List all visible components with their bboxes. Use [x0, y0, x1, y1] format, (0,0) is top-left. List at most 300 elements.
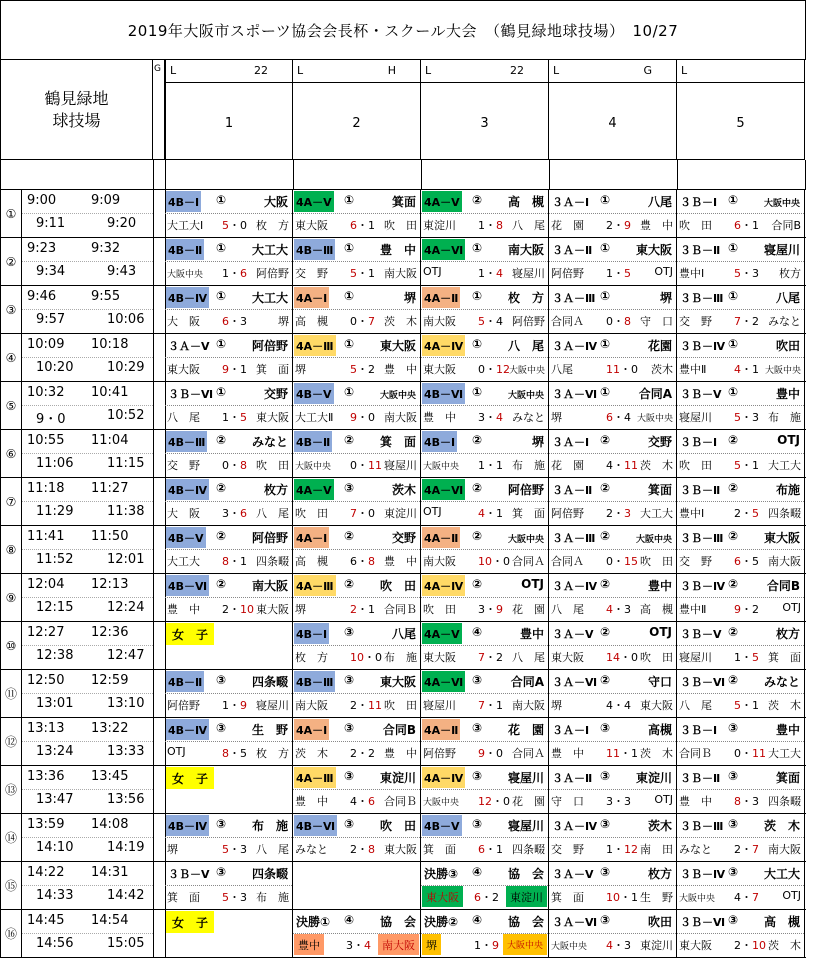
match-score: 1・8	[478, 219, 503, 232]
match-cell	[677, 430, 805, 477]
referee-team: 布施	[775, 483, 800, 497]
group-code: 4A－Ⅱ	[422, 287, 460, 308]
match-number: ④	[472, 865, 483, 879]
slot-row	[0, 526, 806, 574]
match-cell	[677, 814, 805, 861]
referee-team: 堺	[531, 435, 544, 449]
match-score: 1・5	[222, 411, 247, 424]
court-number: 4	[608, 116, 617, 131]
match-cell	[165, 574, 293, 621]
match-score: 2・2	[350, 747, 375, 760]
team-b: みなと	[512, 411, 545, 424]
match-score: 5・3	[222, 891, 247, 904]
match-cell	[549, 814, 677, 861]
match-cell	[293, 286, 421, 333]
team-a: 枚 方	[295, 651, 328, 664]
team-b: 布 施	[384, 651, 417, 664]
referee-team: 豊中	[775, 387, 800, 401]
slot-index: ⑪	[0, 670, 22, 717]
slot-row	[0, 430, 806, 478]
team-b: 合同Ｂ	[384, 795, 417, 808]
group-code: 4A－Ⅰ	[294, 719, 329, 740]
group-code: ３Ａ－Ⅱ	[552, 771, 593, 785]
team-b: 大阪中央	[508, 366, 545, 376]
match-cell	[677, 334, 805, 381]
match-number: ②	[472, 193, 483, 207]
end-time-a: 14:33	[36, 888, 74, 903]
match-number: ②	[344, 529, 355, 543]
referee-team: 布 施	[251, 819, 288, 833]
slot-index: ⑯	[0, 910, 22, 957]
match-cell	[293, 766, 421, 813]
group-code: ３Ｂ－Ⅲ	[680, 531, 724, 545]
referee-team: 生 野	[251, 723, 288, 737]
end-time-b: 13:56	[107, 792, 145, 807]
group-code: ３Ｂ－Ⅲ	[680, 291, 724, 305]
match-cell	[293, 382, 421, 429]
team-b: 東淀川	[384, 507, 417, 520]
referee-team: 大工大	[763, 867, 800, 881]
referee-team: 南大阪	[507, 243, 544, 257]
match-cell	[421, 478, 549, 525]
team-b: 生 野	[640, 891, 673, 904]
match-cell	[421, 526, 549, 573]
team-b: OTJ	[782, 889, 801, 902]
team-b: 八 尾	[256, 843, 289, 856]
team-a: 高 槻	[295, 555, 328, 568]
referee-team: 協 会	[379, 915, 416, 929]
final-team-a: 堺	[422, 934, 441, 955]
group-code: ３Ａ－Ⅲ	[552, 531, 596, 545]
start-time-b: 9:55	[91, 289, 121, 304]
referee-team: 茨木	[391, 483, 416, 497]
team-b: 茨 木	[768, 939, 801, 952]
team-a: 大工大	[167, 555, 200, 568]
match-score: 14・0	[606, 651, 638, 664]
referee-team: 守口	[647, 675, 672, 689]
end-time-a: 14:10	[36, 840, 74, 855]
match-score: 6・1	[478, 843, 503, 856]
match-number: ①	[216, 289, 227, 303]
match-score: 7・0	[350, 507, 375, 520]
match-cell	[677, 718, 805, 765]
referee-team: 阿倍野	[507, 483, 544, 497]
group-code: ３Ｂ－Ⅳ	[680, 339, 726, 353]
match-score: 0・15	[606, 555, 638, 568]
match-number: ②	[600, 577, 611, 591]
group-code: ３Ａ－Ⅰ	[552, 435, 590, 449]
team-b: 箕 面	[512, 507, 545, 520]
match-score: 1・9	[474, 939, 499, 952]
match-score: 9・0	[350, 411, 375, 424]
match-number: ③	[600, 913, 611, 927]
referee-team: OTJ	[777, 433, 800, 447]
match-score: 5・1	[734, 459, 759, 472]
match-score: 8・3	[734, 795, 759, 808]
group-code: 4A－Ⅰ	[294, 287, 329, 308]
match-cell	[293, 814, 421, 861]
group-code: 4A－Ⅴ	[422, 191, 462, 212]
gl-label: G	[154, 64, 161, 74]
match-number: ①	[728, 289, 739, 303]
match-number: ③	[728, 865, 739, 879]
end-time-b: 12:24	[107, 600, 145, 615]
match-cell	[421, 574, 549, 621]
group-code: 4B－Ⅵ	[294, 815, 337, 836]
match-number: ②	[728, 433, 739, 447]
team-a: 寝屋川	[679, 411, 712, 424]
match-cell	[677, 574, 805, 621]
slot-row	[0, 622, 806, 670]
slot-row	[0, 382, 806, 430]
start-time-b: 11:04	[91, 433, 129, 448]
slot-row	[0, 574, 806, 622]
start-time-b: 14:54	[91, 913, 129, 928]
match-number: ②	[728, 673, 739, 687]
match-number: ③	[728, 913, 739, 927]
match-cell	[677, 478, 805, 525]
end-time-a: 13:01	[36, 696, 74, 711]
group-code: ３Ａ－Ⅴ	[168, 339, 210, 353]
group-code: ３Ａ－Ⅱ	[552, 243, 593, 257]
team-b: 豊 中	[384, 363, 417, 376]
group-code: ３Ｂ－Ⅰ	[680, 435, 718, 449]
court-header-3	[421, 60, 549, 160]
match-number: ①	[472, 289, 483, 303]
court-header-2	[293, 60, 421, 160]
slot-row	[0, 478, 806, 526]
match-cell	[549, 238, 677, 285]
group-code: ３Ａ－Ⅲ	[552, 291, 596, 305]
team-a: 堺	[551, 699, 562, 712]
match-cell	[165, 814, 293, 861]
team-a: 大工大Ⅰ	[167, 219, 204, 232]
team-a: 交 野	[295, 267, 328, 280]
team-b: 阿倍野	[512, 315, 545, 328]
spacer-row	[0, 160, 806, 190]
start-time-b: 10:41	[91, 385, 129, 400]
match-cell	[165, 382, 293, 429]
match-score: 3・4	[478, 411, 503, 424]
match-cell	[293, 862, 421, 909]
end-time-a: 9・0	[36, 412, 66, 427]
team-a: 堺	[551, 411, 562, 424]
team-b: 四条畷	[512, 843, 545, 856]
end-time-a: 9:11	[36, 216, 66, 231]
match-number: ②	[472, 433, 483, 447]
match-cell	[549, 526, 677, 573]
team-a: 豊中Ⅰ	[679, 507, 705, 520]
referee-team: 四条畷	[251, 867, 288, 881]
team-a: 阿倍野	[167, 699, 200, 712]
referee-team: 箕面	[775, 771, 800, 785]
match-number: ③	[600, 817, 611, 831]
final-label: 決勝③	[424, 867, 459, 881]
start-time-b: 13:22	[91, 721, 129, 736]
team-a: 吹 田	[295, 507, 328, 520]
match-cell	[421, 190, 549, 237]
team-b: 寝屋川	[512, 267, 545, 280]
match-score: 1・5	[734, 651, 759, 664]
slot-row	[0, 862, 806, 910]
slot-row	[0, 286, 806, 334]
slot-index: ①	[0, 190, 22, 237]
match-score: 5・1	[350, 267, 375, 280]
referee-team: 寝屋川	[763, 243, 800, 257]
slot-index: ⑨	[0, 574, 22, 621]
team-b: 八 尾	[512, 651, 545, 664]
final-label: 決勝②	[424, 915, 459, 929]
girls-tag: 女 子	[166, 911, 214, 933]
match-score: 0・8	[606, 315, 631, 328]
team-a: 豊中Ⅱ	[679, 603, 707, 616]
referee-team: 箕 面	[379, 435, 416, 449]
referee-team: 合同A	[638, 387, 672, 401]
start-time-a: 13:13	[27, 721, 65, 736]
match-number: ②	[728, 481, 739, 495]
group-code: 4B－Ⅲ	[166, 431, 207, 452]
referee-team: 豊中	[775, 723, 800, 737]
referee-team: 大阪中央	[379, 391, 416, 401]
end-time-b: 15:05	[107, 936, 145, 951]
referee-team: 交野	[391, 531, 416, 545]
match-cell	[549, 670, 677, 717]
start-time-b: 9:09	[91, 193, 121, 208]
final-team-b: 大阪中央	[503, 934, 547, 955]
match-number: ①	[600, 193, 611, 207]
referee-team: 八尾	[391, 627, 416, 641]
team-b: 枚 方	[256, 747, 289, 760]
match-score: 2・8	[350, 843, 375, 856]
referee-team: 枚方	[775, 627, 800, 641]
slot-index: ⑤	[0, 382, 22, 429]
slot-index: ⑫	[0, 718, 22, 765]
court-header-4	[549, 60, 677, 160]
match-number: ②	[600, 673, 611, 687]
end-time-a: 9:34	[36, 264, 66, 279]
team-a: 大 阪	[167, 507, 200, 520]
match-number: ③	[344, 625, 355, 639]
start-time-a: 9:23	[27, 241, 57, 256]
team-b: 八 尾	[256, 507, 289, 520]
end-time-a: 11:29	[36, 504, 74, 519]
match-score: 9・2	[734, 603, 759, 616]
team-a: 交 野	[679, 555, 712, 568]
match-score: 8・1	[222, 555, 247, 568]
match-score: 9・1	[222, 363, 247, 376]
match-number: ③	[216, 817, 227, 831]
group-code: ３Ｂ－Ⅰ	[680, 195, 718, 209]
referee-team: 八尾	[647, 195, 672, 209]
slot-index: ⑧	[0, 526, 22, 573]
referee-team: 箕面	[391, 195, 416, 209]
team-a: 大工大Ⅱ	[295, 411, 334, 424]
match-score: 2・7	[734, 843, 759, 856]
start-time-a: 12:04	[27, 577, 65, 592]
end-time-a: 10:20	[36, 360, 74, 375]
end-time-b: 12:01	[107, 552, 145, 567]
slot-row	[0, 910, 806, 958]
match-score: 2・5	[734, 507, 759, 520]
group-code: 4B－Ⅳ	[166, 287, 209, 308]
match-number: ①	[216, 241, 227, 255]
referee-team: 枚方	[263, 483, 288, 497]
match-score: 2・1	[350, 603, 375, 616]
team-b: 茨 木	[384, 315, 417, 328]
match-number: ②	[472, 481, 483, 495]
match-cell	[165, 526, 293, 573]
referee-team: みなと	[763, 675, 800, 689]
match-cell	[293, 526, 421, 573]
team-a: 東大阪	[423, 651, 456, 664]
team-a: 大阪中央	[423, 462, 460, 472]
match-score: 5・4	[478, 315, 503, 328]
slot-row	[0, 718, 806, 766]
girls-tag: 女 子	[166, 767, 214, 789]
match-score: 4・4	[606, 699, 631, 712]
match-score: 4・11	[606, 459, 638, 472]
team-a: 東大阪	[551, 651, 584, 664]
referee-team: 堺	[403, 291, 416, 305]
match-score: 1・4	[478, 267, 503, 280]
match-number: ②	[216, 433, 227, 447]
start-time-a: 10:32	[27, 385, 65, 400]
team-b: 東大阪	[256, 411, 289, 424]
team-b: 茨 木	[640, 747, 673, 760]
match-cell	[421, 814, 549, 861]
team-a: 花 園	[551, 219, 584, 232]
match-number: ③	[728, 817, 739, 831]
match-cell	[421, 670, 549, 717]
team-b: 南大阪	[384, 267, 417, 280]
match-cell	[549, 382, 677, 429]
referee-team: 吹 田	[379, 579, 416, 593]
court-number: 2	[352, 116, 361, 131]
group-code: 4B－Ⅱ	[294, 431, 332, 452]
team-a: 豊 中	[551, 747, 584, 760]
match-cell	[293, 910, 421, 957]
start-time-b: 14:08	[91, 817, 129, 832]
match-score: 0・11	[350, 459, 382, 472]
team-b: 茨木	[651, 363, 673, 376]
match-score: 1・9	[222, 699, 247, 712]
team-b: 南大阪	[768, 843, 801, 856]
match-number: ③	[344, 721, 355, 735]
match-score: 5・3	[734, 267, 759, 280]
match-cell	[677, 622, 805, 669]
match-score: 2・9	[606, 219, 631, 232]
match-score: 4・1	[478, 507, 503, 520]
team-a: 豊 中	[167, 603, 200, 616]
team-a: 合同Ａ	[551, 315, 584, 328]
match-score: 10・0	[478, 555, 510, 568]
match-number: ③	[216, 865, 227, 879]
match-cell	[421, 286, 549, 333]
referee-team: 阿倍野	[251, 531, 288, 545]
group-code: 4A－Ⅴ	[294, 191, 334, 212]
match-cell	[549, 334, 677, 381]
team-b: 東大阪	[256, 603, 289, 616]
team-a: 豊中Ⅰ	[679, 267, 705, 280]
team-b: 茨 木	[640, 459, 673, 472]
match-cell	[165, 478, 293, 525]
team-b: 花 園	[512, 603, 545, 616]
match-number: ③	[600, 865, 611, 879]
venue-line2: 球技場	[52, 110, 101, 130]
team-b: 堺	[278, 315, 289, 328]
end-time-a: 13:47	[36, 792, 74, 807]
team-a: 交 野	[167, 459, 200, 472]
match-cell	[549, 286, 677, 333]
group-code: 4B－Ⅱ	[166, 239, 204, 260]
match-score: 5・1	[734, 699, 759, 712]
group-code: 4A－Ⅳ	[422, 767, 465, 788]
match-score: 3・3	[606, 795, 631, 808]
referee-team: 交野	[263, 387, 288, 401]
team-b: 吹 田	[640, 651, 673, 664]
team-b: 吹 田	[640, 555, 673, 568]
group-code: ３Ａ－Ⅴ	[552, 867, 594, 881]
end-time-b: 10:06	[107, 312, 145, 327]
team-a: 吹 田	[679, 219, 712, 232]
referee-team: 豊中	[519, 627, 544, 641]
match-number: ②	[216, 577, 227, 591]
end-time-b: 13:10	[107, 696, 145, 711]
slot-index: ⑩	[0, 622, 22, 669]
team-a: 堺	[295, 363, 306, 376]
court-side-label: L	[425, 64, 432, 77]
group-code: 4A－Ⅴ	[294, 479, 334, 500]
group-code: ３Ｂ－Ⅵ	[680, 915, 726, 929]
group-code: 4B－Ⅴ	[294, 383, 334, 404]
match-number: ③	[600, 721, 611, 735]
court-side-label: L	[681, 64, 688, 77]
referee-team: 東淀川	[635, 771, 672, 785]
match-number: ①	[344, 241, 355, 255]
group-code: ３Ａ－Ⅰ	[552, 723, 590, 737]
match-number: ①	[472, 241, 483, 255]
referee-team: 四条畷	[251, 675, 288, 689]
group-code: 4B－Ⅱ	[166, 671, 204, 692]
group-code: ３Ｂ－Ⅴ	[680, 387, 722, 401]
referee-team: 茨木	[647, 819, 672, 833]
team-a: 八 尾	[167, 411, 200, 424]
match-cell	[421, 718, 549, 765]
team-a: 堺	[295, 603, 306, 616]
match-number: ②	[600, 625, 611, 639]
court-side-label: L	[297, 64, 304, 77]
match-number: ③	[344, 481, 355, 495]
group-code: ３Ａ－Ⅴ	[552, 627, 594, 641]
team-a: 東大阪	[167, 363, 200, 376]
match-cell	[677, 766, 805, 813]
match-cell	[165, 670, 293, 717]
team-a: 東淀川	[423, 219, 456, 232]
team-a: 寝屋川	[423, 699, 456, 712]
match-cell	[549, 574, 677, 621]
team-b: 守 口	[640, 315, 673, 328]
match-cell	[165, 238, 293, 285]
team-a: 豊 中	[295, 795, 328, 808]
group-code: 4B－Ⅲ	[294, 239, 335, 260]
group-code: 4A－Ⅰ	[294, 527, 329, 548]
match-score: 4・7	[734, 891, 759, 904]
team-a: 大阪中央	[551, 942, 588, 952]
match-score: 2・10	[222, 603, 254, 616]
referee-team: 吹 田	[379, 819, 416, 833]
match-number: ①	[216, 193, 227, 207]
referee-team: 箕面	[647, 483, 672, 497]
